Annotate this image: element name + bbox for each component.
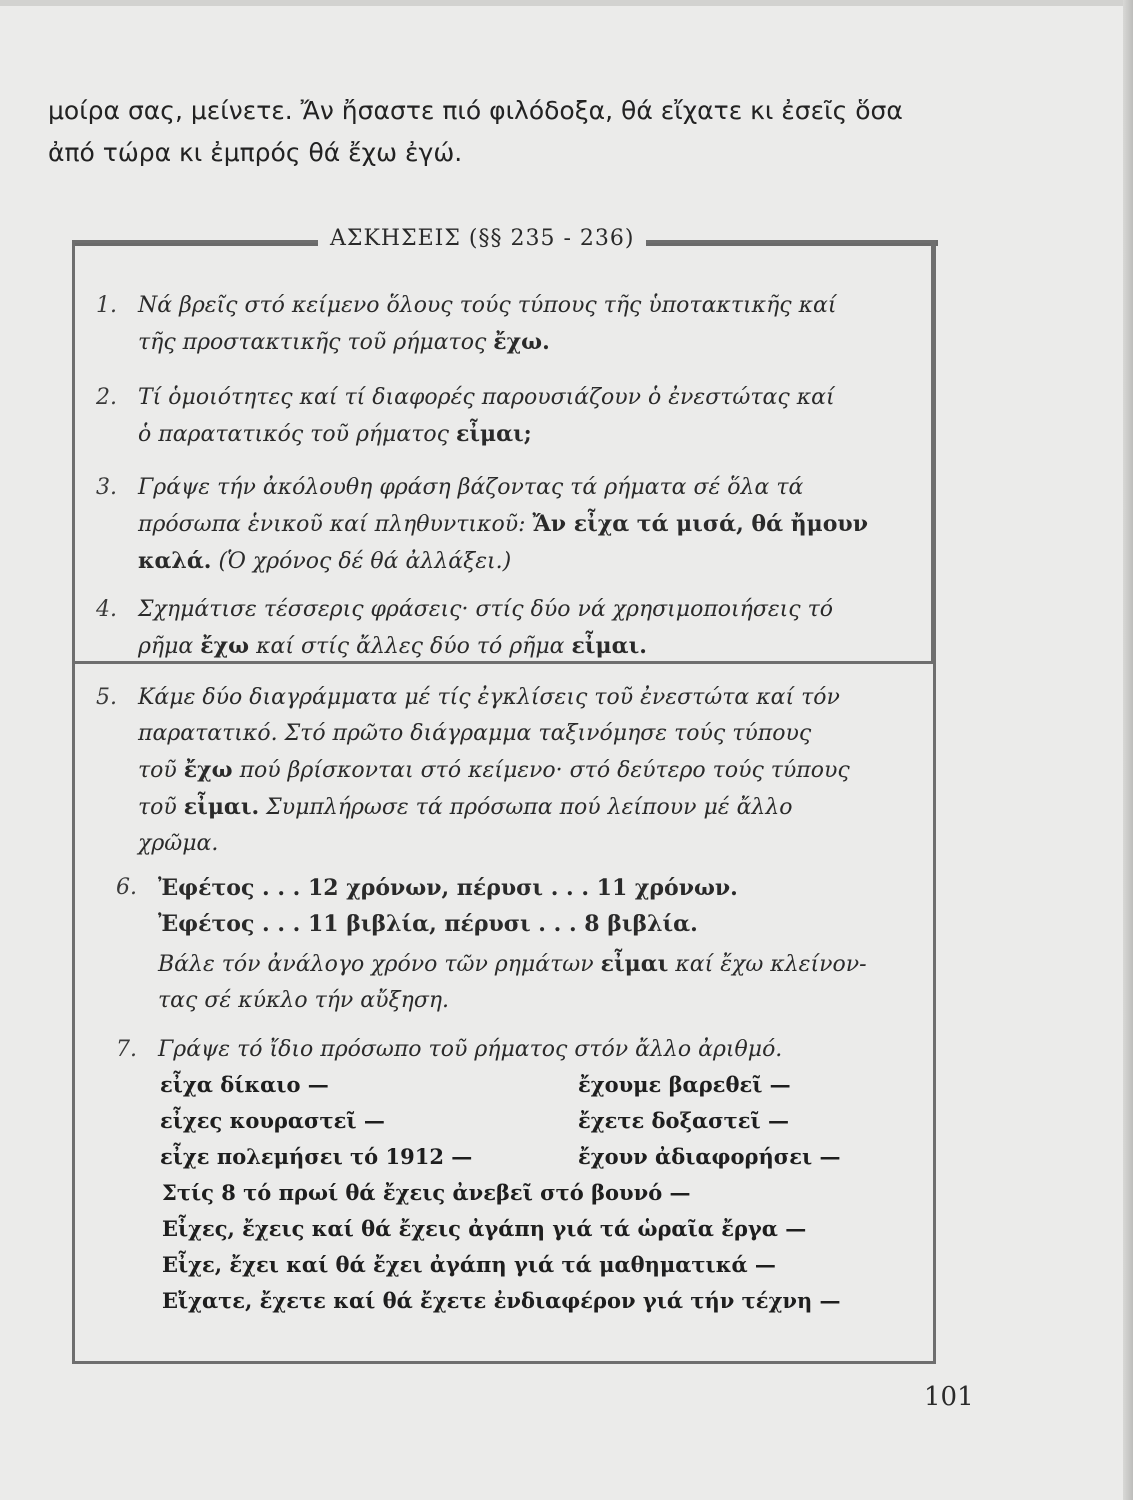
exercise-3-line-3: καλά. (Ὁ χρόνος δέ θά ἀλλάξει.) [138, 548, 512, 574]
exercise-7-left-3: εἶχε πολεμήσει τό 1912 — [160, 1144, 473, 1169]
exercise-2 [96, 380, 916, 453]
exercise-1 [96, 288, 916, 361]
exercise-7-left-1: εἶχα δίκαιο — [160, 1072, 329, 1097]
exercise-3 [96, 470, 916, 580]
exercise-4-line-2: ρῆμα ἔχω καί στίς ἄλλες δύο τό ρῆμα εἶμαι. [138, 633, 647, 659]
exercise-5 [96, 680, 916, 862]
exercise-2-line-2: ὁ παρατατικός τοῦ ρήματος εἶμαι; [138, 421, 532, 447]
exercise-6-row-1: Ἐφέτος . . . 12 χρόνων, πέρυσι . . . 11 χρόνων. [158, 875, 738, 901]
exercise-7 [116, 1032, 916, 1068]
exercise-7-right-2: ἔχετε δοξαστεῖ — [578, 1108, 790, 1133]
intro-paragraph [48, 90, 1068, 174]
exercise-5-number: 5. [96, 685, 117, 710]
exercise-7-left-2: εἶχες κουραστεῖ — [160, 1108, 385, 1133]
exercise-5-line-1: Κάμε δύο διαγράμματα μέ τίς ἐγκλίσεις τοῦ ἐνεστώτα καί τόν [138, 685, 840, 710]
page-number: 101 [924, 1382, 974, 1412]
exercise-7-line-1: Γράψε τό ἴδιο πρόσωπο τοῦ ρήματος στόν ἄλλο ἀριθμό. [158, 1037, 783, 1062]
exercise-5-line-2: παρατατικό. Στό πρῶτο διάγραμμα ταξινόμησε τούς τύπους [138, 721, 812, 746]
exercise-2-number: 2. [96, 385, 117, 410]
intro-line-2: ἀπό τώρα κι ἐμπρός θά ἔχω ἐγώ. [48, 138, 463, 167]
exercise-4 [96, 592, 916, 665]
exercise-3-line-2: πρόσωπα ἑνικοῦ καί πληθυντικοῦ: Ἄν εἶχα τά μισά, θά ἤμουν [138, 511, 868, 537]
exercise-7-sentence-3: Εἶχε, ἔχει καί θά ἔχει ἀγάπη γιά τά μαθηματικά — [162, 1252, 776, 1277]
page-top-edge [0, 0, 1133, 6]
exercise-7-sentence-1: Στίς 8 τό πρωί θά ἔχεις ἀνεβεῖ στό βουνό — [162, 1180, 691, 1205]
exercise-4-number: 4. [96, 597, 117, 622]
intro-line-1: μοίρα σας, μείνετε. Ἄν ἤσαστε πιό φιλόδοξα, θά εἴχατε κι ἐσεῖς ὅσα [48, 96, 903, 125]
exercise-6-number: 6. [116, 875, 137, 900]
exercise-1-number: 1. [96, 293, 117, 318]
exercise-7-sentence-4: Εἴχατε, ἔχετε καί θά ἔχετε ἐνδιαφέρον γιά τήν τέχνη — [162, 1288, 841, 1313]
exercise-7-right-3: ἔχουν ἀδιαφορήσει — [578, 1144, 841, 1169]
exercise-6-row-2: Ἐφέτος . . . 11 βιβλία, πέρυσι . . . 8 βιβλία. [158, 911, 698, 937]
exercise-5-line-4: τοῦ εἶμαι. Συμπλήρωσε τά πρόσωπα πού λείπουν μέ ἄλλο [138, 794, 793, 820]
exercise-3-line-1: Γράψε τήν ἀκόλουθη φράση βάζοντας τά ρήματα σέ ὅλα τά [138, 475, 804, 500]
exercise-5-line-5: χρῶμα. [138, 831, 219, 856]
exercise-7-right-1: ἔχουμε βαρεθεῖ — [578, 1072, 791, 1097]
exercise-5-line-3: τοῦ ἔχω πού βρίσκονται στό κείμενο· στό δεύτερο τούς τύπους [138, 757, 850, 783]
exercise-2-line-1: Τί ὁμοιότητες καί τί διαφορές παρουσιάζουν ὁ ἐνεστώτας καί [138, 385, 835, 410]
exercise-3-number: 3. [96, 475, 117, 500]
exercise-7-sentence-2: Εἶχες, ἔχεις καί θά ἔχεις ἀγάπη γιά τά ὡραῖα ἔργα — [162, 1216, 807, 1241]
exercise-6 [116, 870, 916, 1019]
exercise-6-line-3: Βάλε τόν ἀνάλογο χρόνο τῶν ρημάτων εἶμαι καί ἔχω κλείνον- [158, 951, 867, 977]
exercise-4-line-1: Σχημάτισε τέσσερις φράσεις· στίς δύο νά χρησιμοποιήσεις τό [138, 597, 834, 622]
exercises-title: ΑΣΚΗΣΕΙΣ (§§ 235 - 236) [318, 226, 646, 251]
exercise-6-line-4: τας σέ κύκλο τήν αὔξηση. [158, 988, 450, 1013]
exercise-7-number: 7. [116, 1037, 137, 1062]
page-right-edge [1123, 0, 1133, 1500]
exercise-1-line-2: τῆς προστακτικῆς τοῦ ρήματος ἔχω. [138, 329, 550, 355]
exercise-1-line-1: Νά βρεῖς στό κείμενο ὅλους τούς τύπους τῆς ὑποτακτικῆς καί [138, 293, 837, 318]
